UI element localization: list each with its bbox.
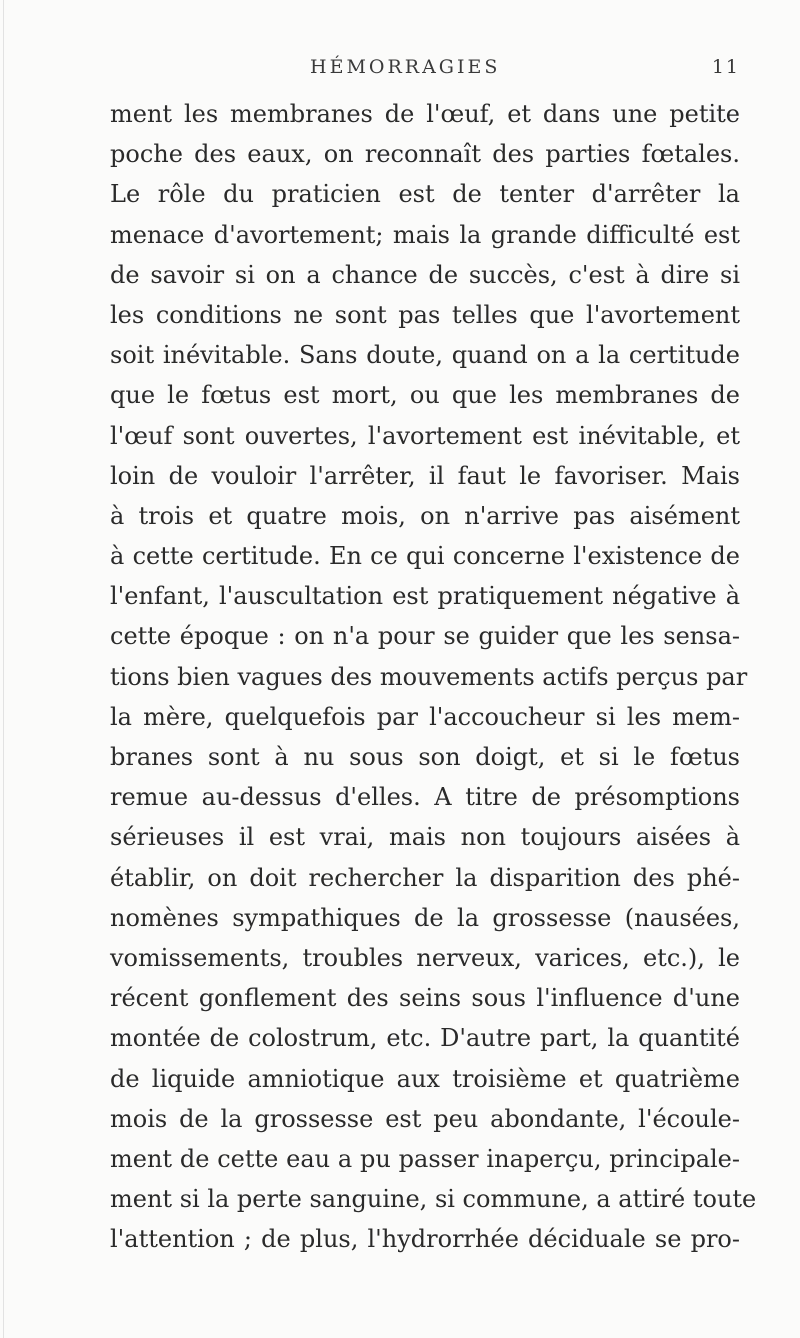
text-line: ment de cette eau a pu passer inaperçu, principale- — [110, 1144, 740, 1173]
text-line: tions bien vagues des mouvements actifs perçus par — [110, 662, 748, 691]
text-line: la mère, quelquefois par l'accoucheur si les mem- — [110, 702, 740, 731]
text-line: ment si la perte sanguine, si commune, a attiré toute — [110, 1185, 757, 1214]
text-line: ment les membranes de l'œuf, et dans une petite — [110, 100, 740, 128]
text-line: de savoir si on a chance de succès, c'est à dire si — [110, 260, 740, 289]
text-line: menace d'avortement; mais la grande difficulté est — [110, 220, 740, 249]
text-line: sérieuses il est vrai, mais non toujours aisées à — [110, 823, 740, 852]
text-line: loin de vouloir l'arrêter, il faut le favoriser. Mais — [110, 461, 740, 490]
running-head — [110, 56, 740, 84]
text-line: que le fœtus est mort, ou que les membranes de — [110, 381, 740, 410]
text-line: Le rôle du praticien est de tenter d'arrêter la — [110, 180, 740, 209]
text-line: montée de colostrum, etc. D'autre part, la quantité — [110, 1024, 740, 1053]
page-edge-line — [3, 0, 4, 1338]
text-line: récent gonflement des seins sous l'influence d'une — [110, 984, 740, 1013]
text-line: nomènes sympathiques de la grossesse (nausées, — [110, 903, 740, 932]
text-line: les conditions ne sont pas telles que l'avortement — [110, 300, 740, 329]
text-line: de liquide amniotique aux troisième et quatrième — [110, 1064, 740, 1093]
text-line: l'enfant, l'auscultation est pratiquement négative à — [110, 582, 740, 611]
text-line: branes sont à nu sous son doigt, et si le fœtus — [110, 743, 740, 771]
text-line: vomissements, troubles nerveux, varices, etc.), le — [110, 943, 740, 972]
text-line: à trois et quatre mois, on n'arrive pas aisément — [110, 501, 740, 530]
page-number: 11 — [711, 56, 740, 78]
text-line: soit inévitable. Sans doute, quand on a la certitude — [110, 341, 740, 370]
running-head-title: HÉMORRAGIES — [310, 56, 501, 78]
text-line: à cette certitude. En ce qui concerne l'existence de — [110, 542, 740, 571]
text-line: remue au-dessus d'elles. A titre de présomptions — [110, 783, 740, 812]
text-line: mois de la grossesse est peu abondante, l'écoule- — [110, 1104, 740, 1133]
body-text — [110, 94, 757, 1259]
text-line: l'attention ; de plus, l'hydrorrhée déciduale se pro- — [110, 1225, 740, 1254]
text-line: l'œuf sont ouvertes, l'avortement est inévitable, et — [110, 421, 740, 450]
text-line: cette époque : on n'a pour se guider que les sensa- — [110, 622, 740, 651]
text-line: établir, on doit rechercher la disparition des phé- — [110, 863, 740, 892]
text-line: poche des eaux, on reconnaît des parties fœtales. — [110, 140, 740, 169]
